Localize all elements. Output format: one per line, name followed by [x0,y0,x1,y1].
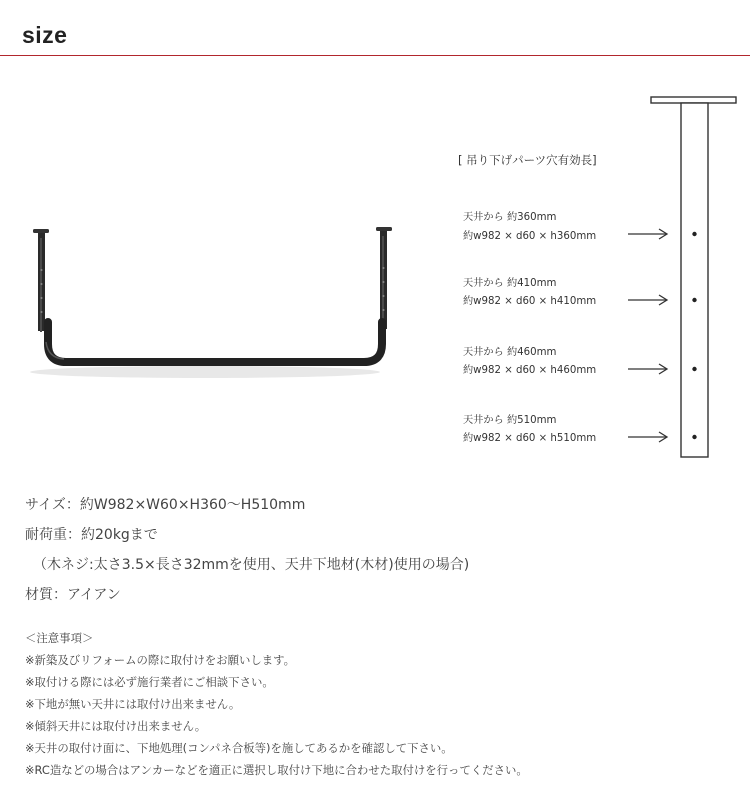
hole-label-distance: 天井から 約360mm [463,212,557,223]
hole-dot [692,367,696,371]
title-divider [0,55,750,56]
hole-callout [463,210,697,242]
hole-label-distance: 天井から 約410mm [463,278,557,289]
note-item: ※下地が無い天井には取付け出来ません。 [25,697,241,711]
hole-label-distance: 天井から 約460mm [463,347,557,358]
note-item: ※取付ける際には必ず施行業者にご相談下さい。 [25,675,274,689]
diagram-heading: [ 吊り下げパーツ穴有効長] [458,153,597,167]
hole-dot [692,435,696,439]
hole-dot [692,298,696,302]
hole-callout [463,413,697,444]
note-item: ※天井の取付け面に、下地処理(コンパネ合板等)を施してあるかを確認して下さい。 [25,741,453,755]
spec-list [25,490,469,610]
spec-load-note: （木ネジ:太さ3.5×長さ32mmを使用、天井下地材(木材)使用の場合) [33,557,470,573]
spec-size: サイズ：約W982×W60×H360～H510mm [25,497,306,513]
hole-label-size: 約w982 × d60 × h360mm [463,231,597,242]
hole-label-size: 約w982 × d60 × h410mm [463,296,597,307]
hole-label-distance: 天井から 約510mm [463,415,557,426]
spec-load: 耐荷重：約20kgまで [25,527,158,543]
notes-heading: ＜注意事項＞ [25,631,94,645]
hole-callout [463,345,697,376]
section-title: size [22,22,68,48]
hanger-part-diagram [440,90,750,470]
hole-label-size: 約w982 × d60 × h460mm [463,365,597,376]
caution-notes [25,627,528,781]
note-item: ※傾斜天井には取付け出来ません。 [25,719,207,733]
hanging-rail-illustration [20,222,400,382]
note-item: ※RC造などの場合はアンカーなどを適正に選択し取付け下地に合わせた取付けを行ってください。 [25,763,528,777]
hole-dot [692,232,696,236]
hole-callout [463,276,697,307]
spec-material: 材質：アイアン [25,587,121,603]
hole-label-size: 約w982 × d60 × h510mm [463,433,597,444]
note-item: ※新築及びリフォームの際に取付けをお願いします。 [25,653,296,667]
